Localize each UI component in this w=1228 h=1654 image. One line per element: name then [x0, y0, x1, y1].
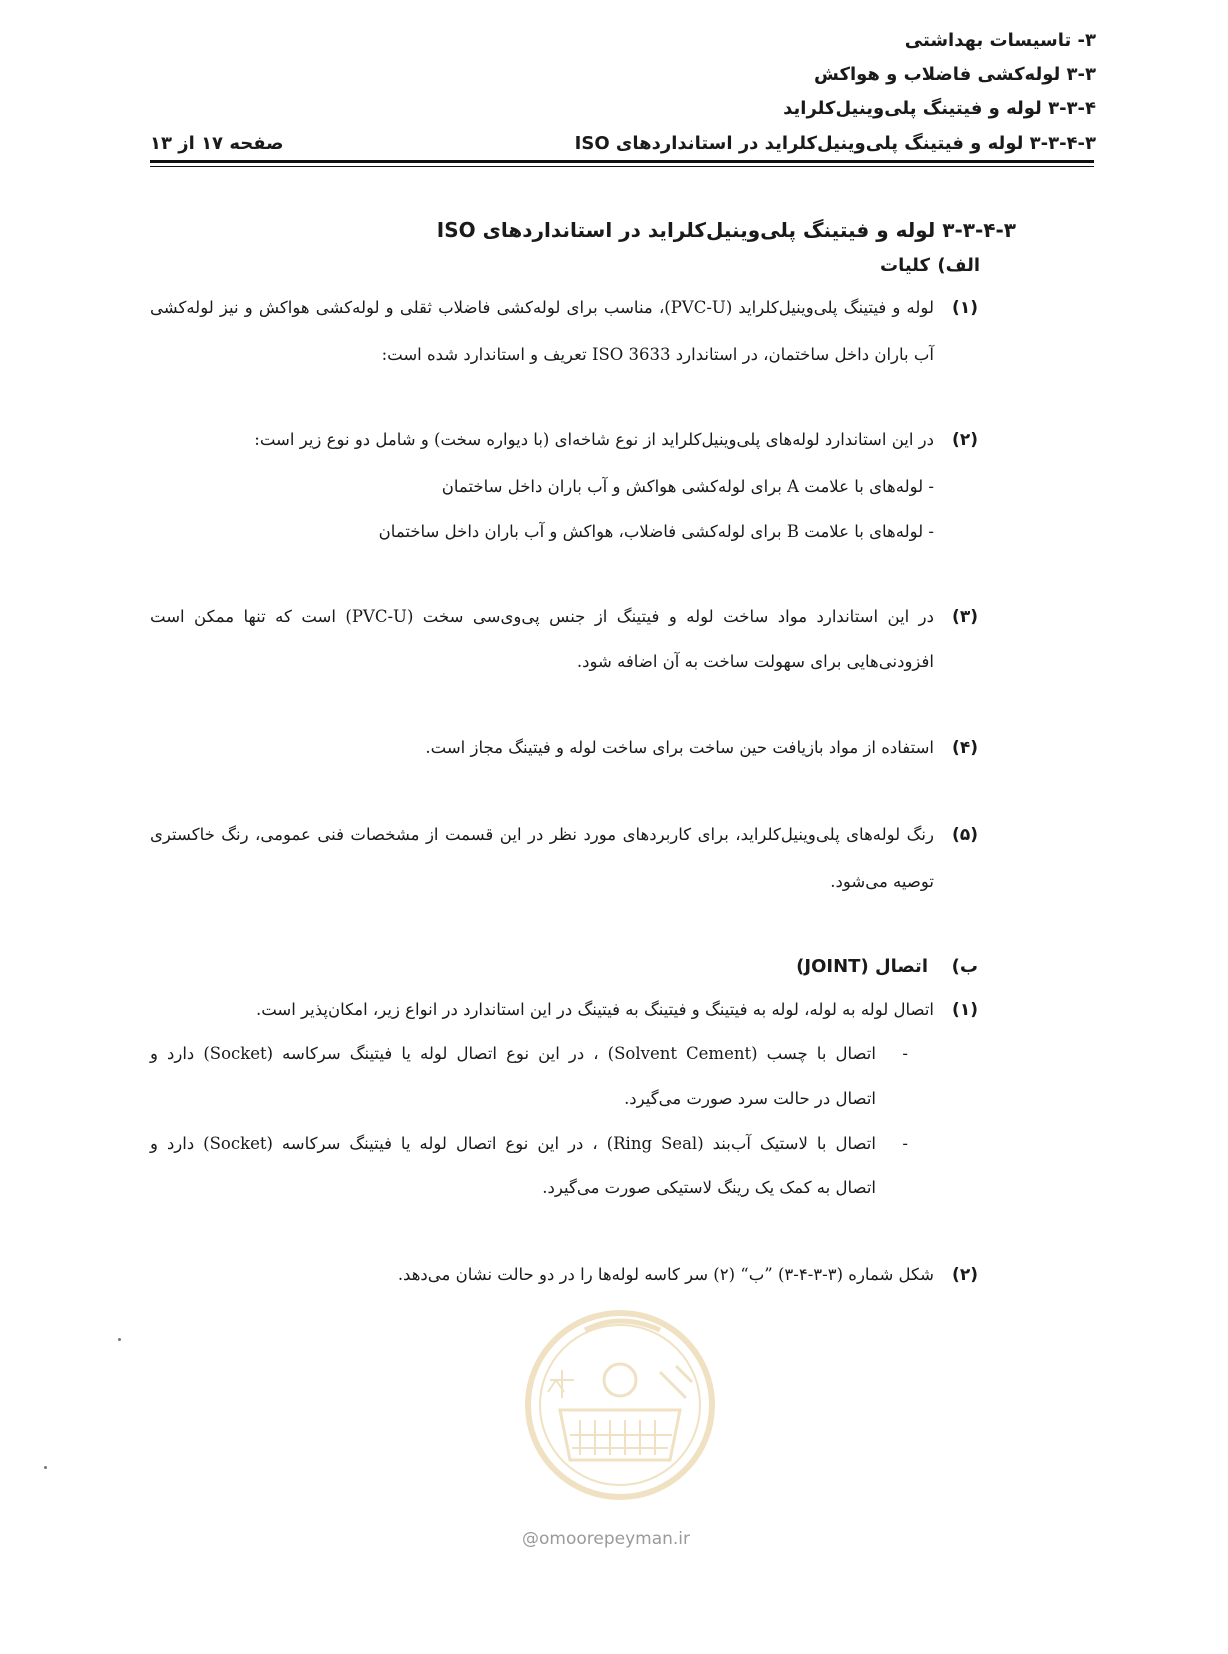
header-chapter: ۳- تاسیسات بهداشتی — [904, 30, 1096, 51]
item-b1-bullet1-line2: اتصال در حالت سرد صورت می‌گیرد. — [624, 1089, 876, 1108]
item-a3-line2: افزودنی‌هایی برای سهولت ساخت به آن اضافه شود. — [576, 652, 934, 671]
item-b2-line1: شکل شماره (۳-۳-۴-۳) ”ب“ (۲) سر کاسه لوله‌ها را در دو حالت نشان می‌دهد. — [397, 1265, 934, 1284]
page-number: صفحه ۱۷ از ۱۳ — [150, 133, 284, 154]
watermark-text: @omoorepeyman.ir — [522, 1529, 691, 1549]
item-a4-number: (۴) — [952, 738, 978, 758]
item-a3-number: (۳) — [952, 607, 978, 627]
watermark-seal-icon — [500, 1300, 740, 1500]
item-b1-line1: اتصال لوله به لوله، لوله به فیتینگ و فیتینگ به فیتینگ در این استاندارد در انواع زیر، امکان‌پذیر است. — [255, 1000, 934, 1019]
item-a2-line1: در این استاندارد لوله‌های پلی‌وینیل‌کلراید از نوع شاخه‌ای (با دیواره سخت) و شامل دو نوع زیر است: — [254, 430, 934, 449]
item-a1-line2: آب باران داخل ساختمان، در استاندارد ISO 3633 تعریف و استاندارد شده است: — [381, 345, 934, 364]
item-a5-line1: رنگ لوله‌های پلی‌وینیل‌کلراید، برای کاربردهای مورد نظر در این قسمت از مشخصات فنی عمومی، رنگ خاکستری — [150, 825, 934, 844]
part-b-title: اتصال (JOINT) — [796, 956, 928, 977]
item-a2-number: (۲) — [952, 430, 978, 450]
bullet-dash: - — [902, 1044, 908, 1063]
item-a5-line2: توصیه می‌شود. — [830, 872, 934, 891]
header-topic: ۳-۳-۴-۳ لوله و فیتینگ پلی‌وینیل‌کلراید در استانداردهای ISO — [574, 133, 1096, 154]
item-b2-number: (۲) — [952, 1265, 978, 1285]
item-a1-line1: لوله و فیتینگ پلی‌وینیل‌کلراید (PVC-U)، مناسب برای لوله‌کشی فاضلاب ثقلی و لوله‌کشی هواکش و نیز لوله‌کشی — [150, 298, 934, 317]
part-a-label: الف) — [937, 255, 980, 276]
item-b1-number: (۱) — [952, 1000, 978, 1020]
bullet-dash: - — [902, 1134, 908, 1153]
header-rule — [150, 160, 1094, 163]
scan-speck — [44, 1466, 47, 1469]
header-subsection: ۳-۳-۴ لوله و فیتینگ پلی‌وینیل‌کلراید — [783, 98, 1096, 119]
part-b-label: ب) — [951, 956, 978, 977]
section-title: ۳-۳-۴-۳ لوله و فیتینگ پلی‌وینیل‌کلراید در استانداردهای ISO — [436, 218, 1016, 242]
item-a5-number: (۵) — [952, 825, 978, 845]
item-a2-bullet1: - لوله‌های با علامت A برای لوله‌کشی هواکش و آب باران داخل ساختمان — [441, 477, 934, 496]
item-b1-bullet1-line1: اتصال با چسب (Solvent Cement) ، در این نوع اتصال لوله یا فیتینگ سرکاسه (Socket) دارد و — [150, 1044, 876, 1063]
item-a4-line1: استفاده از مواد بازیافت حین ساخت برای ساخت لوله و فیتینگ مجاز است. — [425, 738, 934, 757]
item-a3-line1: در این استاندارد مواد ساخت لوله و فیتینگ از جنس پی‌وی‌سی سخت (PVC-U) است که تنها ممکن است — [150, 607, 935, 626]
header-rule-thin — [150, 166, 1094, 167]
scan-speck — [118, 1338, 121, 1341]
item-a2-bullet2: - لوله‌های با علامت B برای لوله‌کشی فاضلاب، هواکش و آب باران داخل ساختمان — [378, 522, 934, 541]
header-section: ۳-۳ لوله‌کشی فاضلاب و هواکش — [814, 64, 1096, 85]
part-a-title: کلیات — [879, 255, 930, 276]
item-b1-bullet2-line2: اتصال به کمک یک رینگ لاستیکی صورت می‌گیرد. — [542, 1178, 876, 1197]
item-a1-number: (۱) — [952, 298, 978, 318]
item-b1-bullet2-line1: اتصال با لاستیک آب‌بند (Ring Seal) ، در این نوع اتصال لوله یا فیتینگ سرکاسه (Socket) دارد و — [150, 1134, 876, 1153]
